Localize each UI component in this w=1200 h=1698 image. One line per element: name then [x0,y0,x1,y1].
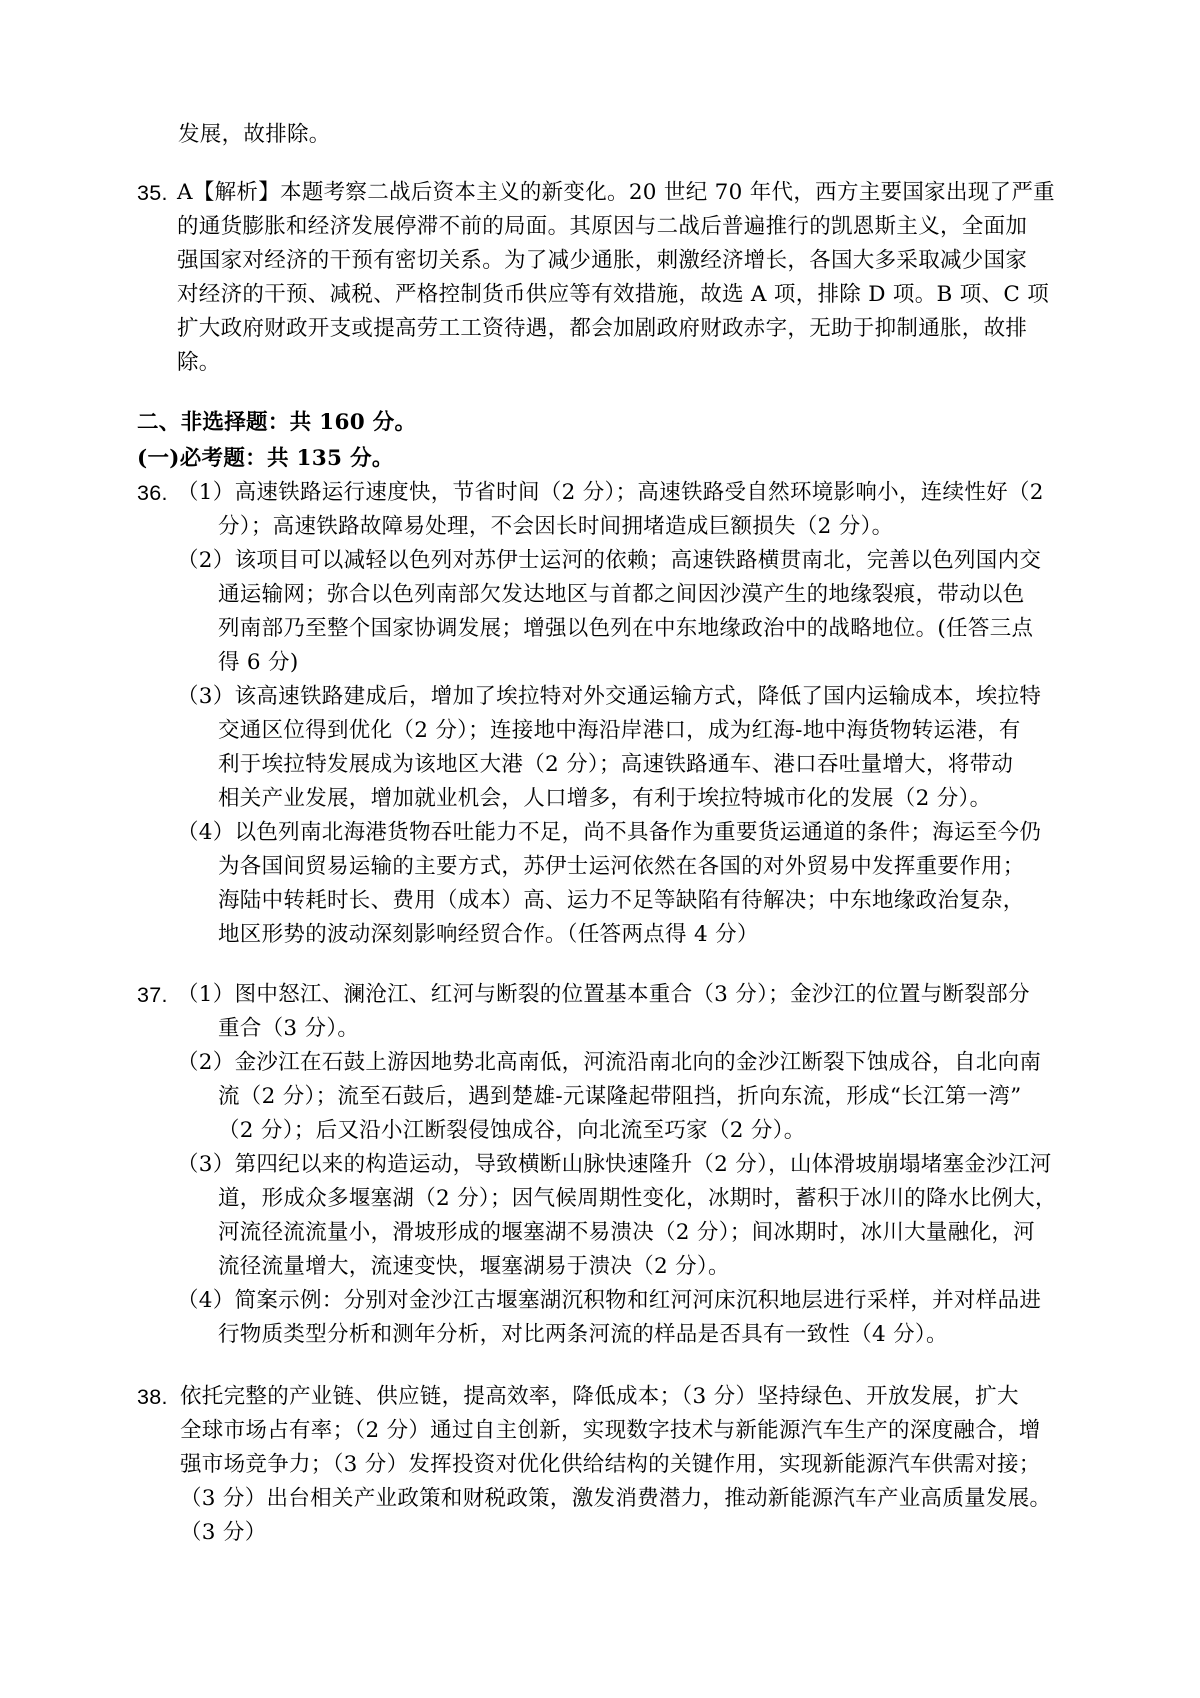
q36-p4-line-4: 地区形势的波动深刻影响经贸合作。（任答两点得 4 分） [218,922,759,947]
q36-p3-line-4: 相关产业发展，增加就业机会，人口增多，有利于埃拉特城市化的发展（2 分）。 [218,786,992,811]
q36-p1-line-1: （1）高速铁路运行速度快，节省时间（2 分）；高速铁路受自然环境影响小，连续性好（2 [177,480,1044,505]
q37-p4-line-1: （4）简案示例：分别对金沙江古堰塞湖沉积物和红河河床沉积地层进行采样，并对样品进 [177,1288,1042,1313]
q36-p3-line-3: 利于埃拉特发展成为该地区大港（2 分）；高速铁路通车、港口吞吐量增大，将带动 [218,752,1014,777]
q38-line-3: 强市场竞争力；（3 分）发挥投资对优化供给结构的关键作用，实现新能源汽车供需对接； [180,1452,1041,1477]
q37-p2-line-1: （2）金沙江在石鼓上游因地势北高南低，河流沿南北向的金沙江断裂下蚀成谷，自北向南 [177,1050,1042,1075]
intro-line: 发展，故排除。 [178,122,331,147]
q36-p1-line-2: 分）；高速铁路故障易处理，不会因长时间拥堵造成巨额损失（2 分）。 [218,514,894,539]
q38-line-1: 依托完整的产业链、供应链，提高效率，降低成本；（3 分）坚持绿色、开放发展，扩大 [180,1384,1019,1409]
q37-p2-line-3: （2 分）；后又沿小江断裂侵蚀成谷，向北流至巧家（2 分）。 [218,1118,806,1143]
q37-number: 37. [137,983,168,1007]
q35-line-3: 强国家对经济的干预有密切关系。为了减少通胀，刺激经济增长，各国大多采取减少国家 [177,248,1028,273]
q37-p3-line-1: （3）第四纪以来的构造运动，导致横断山脉快速隆升（2 分），山体滑坡崩塌堵塞金沙江河 [177,1152,1052,1177]
q36-p2-line-2: 通运输网；弥合以色列南部欠发达地区与首都之间因沙漠产生的地缘裂痕，带动以色 [218,582,1025,607]
q38-line-4: （3 分）出台相关产业政策和财税政策，激发消费潜力，推动新能源汽车产业高质量发展。 [180,1486,1052,1511]
q35-line-6: 除。 [177,350,221,375]
q36-number: 36. [137,481,168,505]
q38-line-5: （3 分） [180,1520,267,1545]
q38-line-2: 全球市场占有率；（2 分）通过自主创新，实现数字技术与新能源汽车生产的深度融合，增 [180,1418,1041,1443]
q35-line-5: 扩大政府财政开支或提高劳工工资待遇，都会加剧政府财政赤字，无助于抑制通胀，故排 [177,316,1028,341]
q37-p3-line-3: 河流径流流量小，滑坡形成的堰塞湖不易溃决（2 分）；间冰期时，冰川大量融化，河 [218,1220,1035,1245]
q38-number: 38. [137,1385,168,1409]
q36-p4-line-1: （4）以色列南北海港货物吞吐能力不足，尚不具备作为重要货运通道的条件；海运至今仍 [177,820,1042,845]
q35-line-1: A【解析】本题考察二战后资本主义的新变化。20 世纪 70 年代，西方主要国家出现了严重 [177,180,1055,205]
q37-p1-line-2: 重合（3 分）。 [218,1016,360,1041]
section-subtitle: (一)必考题：共 135 分。 [137,446,394,471]
q36-p3-line-1: （3）该高速铁路建成后，增加了埃拉特对外交通运输方式，降低了国内运输成本，埃拉特 [177,684,1042,709]
q37-p2-line-2: 流（2 分）；流至石鼓后，遇到楚雄-元谋隆起带阻挡，折向东流，形成“长江第一湾” [218,1084,1022,1109]
q37-p3-line-4: 流径流量增大，流速变快，堰塞湖易于溃决（2 分）。 [218,1254,730,1279]
q36-p2-line-1: （2）该项目可以减轻以色列对苏伊士运河的依赖；高速铁路横贯南北，完善以色列国内交 [177,548,1042,573]
q36-p4-line-3: 海陆中转耗时长、费用（成本）高、运力不足等缺陷有待解决；中东地缘政治复杂， [218,888,1025,913]
q36-p3-line-2: 交通区位得到优化（2 分）；连接地中海沿岸港口，成为红海-地中海货物转运港，有 [218,718,1021,743]
q36-p4-line-2: 为各国间贸易运输的主要方式，苏伊士运河依然在各国的对外贸易中发挥重要作用； [218,854,1025,879]
q35-number: 35. [137,181,168,205]
section-title: 二、非选择题：共 160 分。 [137,410,417,435]
q37-p1-line-1: （1）图中怒江、澜沧江、红河与断裂的位置基本重合（3 分）；金沙江的位置与断裂部分 [177,982,1030,1007]
q35-line-2: 的通货膨胀和经济发展停滞不前的局面。其原因与二战后普遍推行的凯恩斯主义，全面加 [177,214,1028,239]
q37-p4-line-2: 行物质类型分析和测年分析，对比两条河流的样品是否具有一致性（4 分）。 [218,1322,948,1347]
q35-line-4: 对经济的干预、减税、严格控制货币供应等有效措施，故选 A 项，排除 D 项。B 项、C 项 [177,282,1050,307]
q37-p3-line-2: 道，形成众多堰塞湖（2 分）；因气候周期性变化，冰期时，蓄积于冰川的降水比例大， [218,1186,1057,1211]
q36-p2-line-3: 列南部乃至整个国家协调发展；增强以色列在中东地缘政治中的战略地位。(任答三点 [218,616,1034,641]
q36-p2-line-4: 得 6 分) [218,650,299,675]
